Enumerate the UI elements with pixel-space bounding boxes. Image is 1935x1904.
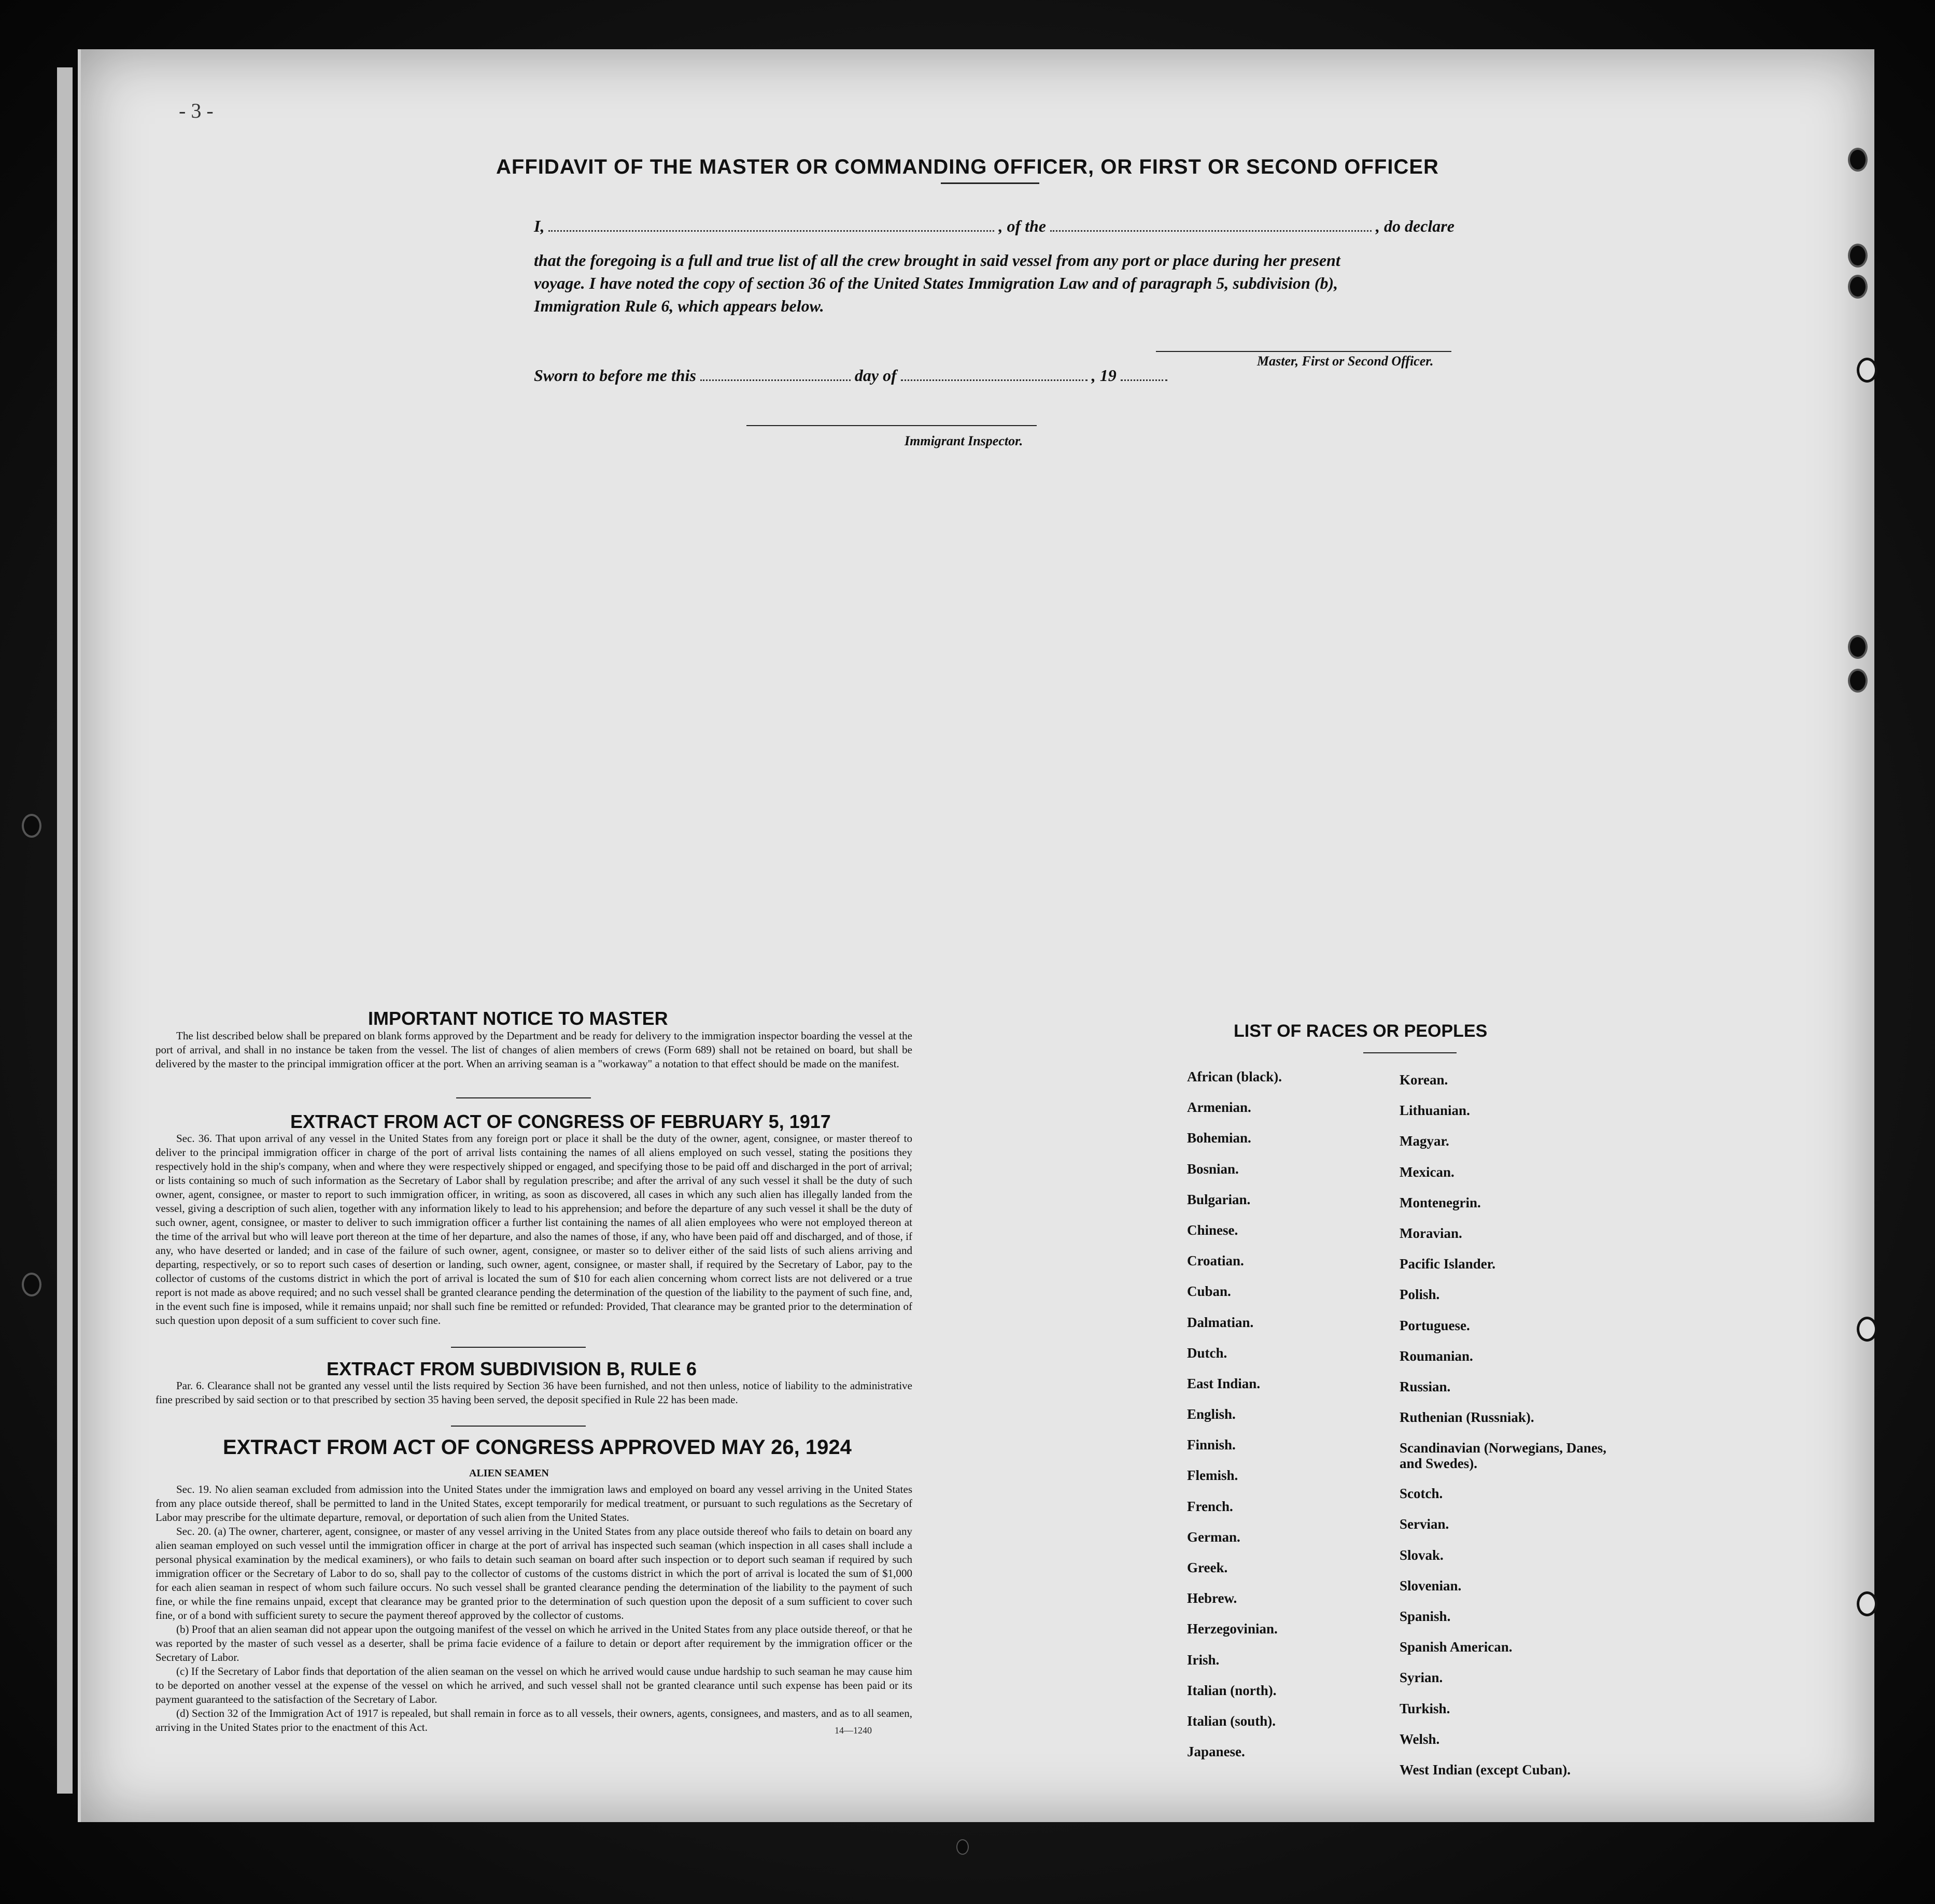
binder-hole-right xyxy=(1848,635,1868,659)
race-item: Flemish. xyxy=(1187,1468,1238,1484)
affidavit-line-4: Immigration Rule 6, which appears below. xyxy=(534,297,824,315)
affidavit-declare-label: , do declare xyxy=(1376,217,1454,235)
extract-1917-text xyxy=(156,1132,912,1328)
section-36-paragraph: Sec. 36. That upon arrival of any vessel in the United States from any foreign port or place it shall be the duty of the owner, agent, consignee, or master thereof to deliver to the principal immigration officer in charge of the port of arrival lists containing the names of all aliens employed on such vessel, stating the positions they respectively hold in the ship's company, when and where they were respectively shipped or engaged, and specifying those to be paid off and discharged in the port of arrival; or lists containing so much of such information as the Secretary of Labor shall by regulation prescribe; and after the arrival of any such vessel it shall be the duty of such owner, agent, consignee, or master to report to such immigration officer, in writing, as soon as discovered, all cases in which any such alien has illegally landed from the vessel, giving a description of such alien, together with any information likely to lead to his apprehension; and before the departure of any such vessel it shall be the duty of such owner, agent, consignee, or master to deliver to such immigration officer a further list containing the names of all alien employees who were not employed thereon at the time of the arrival but who will leave port thereon at the time of her departure, and also the names of those, if any, who have been paid off and discharged, and of those, if any, who have deserted or landed; and in case of the failure of such owner, agent, consignee, or master so to deliver either of the said lists of such aliens arriving and departing, respectively, or so to report such cases of desertion or landing, such owner, agent, consignee, or master shall, if required by the Secretary of Labor, pay to the collector of customs of the customs district in which the port of arrival is located the sum of $10 for each alien concerning whom correct lists are not delivered or a true report is not made as above required; and no such vessel shall be granted clearance pending the determination of the question of the liability to the payment of such fine, and, in the event such fine is imposed, while it remains unpaid; nor shall such fine be remitted or refunded: Provided, That clearance may be granted prior to the determination of such question upon deposit of a sum sufficient to cover such fine. xyxy=(156,1132,912,1327)
race-item: Montenegrin. xyxy=(1400,1194,1481,1210)
rule-6-heading: EXTRACT FROM SUBDIVISION B, RULE 6 xyxy=(327,1358,697,1379)
race-item: Hebrew. xyxy=(1187,1590,1237,1606)
race-item: Moravian. xyxy=(1400,1225,1462,1241)
race-item: Spanish. xyxy=(1400,1609,1451,1624)
race-item: Croatian. xyxy=(1187,1253,1244,1269)
race-item: Chinese. xyxy=(1187,1222,1238,1238)
race-item: Polish. xyxy=(1400,1287,1440,1303)
par-6-paragraph: Par. 6. Clearance shall not be granted any vessel until the lists required by Section 36 have been furnished, and not then unless, notice of liability to the administrative fine prescribed by said section or to that prescribed by section 35 having been served, the deposit specified in Rule 22 has been made. xyxy=(156,1379,912,1406)
race-item: Italian (north). xyxy=(1187,1682,1277,1698)
extract-1924-heading: EXTRACT FROM ACT OF CONGRESS APPROVED MAY 26, 1924 xyxy=(223,1436,852,1459)
race-item: Bosnian. xyxy=(1187,1161,1239,1177)
affidavit-i-label: I, xyxy=(534,217,545,235)
races-heading: LIST OF RACES OR PEOPLES xyxy=(1234,1021,1488,1041)
day-of-label: day of xyxy=(854,366,897,385)
race-item: Slovenian. xyxy=(1400,1577,1462,1593)
race-item: Cuban. xyxy=(1187,1284,1231,1300)
race-item: Ruthenian (Russniak). xyxy=(1400,1409,1534,1426)
race-item: Korean. xyxy=(1400,1072,1448,1088)
affidavit-line-3: voyage. I have noted the copy of section 36 of the United States Immigration Law and of paragraph 5, subdivision (b), xyxy=(534,274,1338,292)
race-item: Scandinavian (Norwegians, Danes, and Swedes). xyxy=(1400,1440,1607,1472)
sworn-label: Sworn to before me this xyxy=(534,366,696,385)
ink-blot xyxy=(956,1839,969,1855)
sworn-month-blank[interactable] xyxy=(901,379,1087,381)
extract-1917-heading: EXTRACT FROM ACT OF CONGRESS OF FEBRUARY 5, 1917 xyxy=(290,1111,831,1132)
race-item: Portuguese. xyxy=(1400,1317,1470,1333)
binder-ring-right xyxy=(1857,1317,1877,1342)
race-item: Bulgarian. xyxy=(1187,1191,1251,1207)
race-item: Pacific Islander. xyxy=(1400,1256,1495,1272)
race-item: Italian (south). xyxy=(1187,1713,1276,1729)
race-item: Spanish American. xyxy=(1400,1639,1513,1655)
affidavit-line-2: that the foregoing is a full and true list of all the crew brought in said vessel from any port or place during her present xyxy=(534,251,1340,270)
races-column-2 xyxy=(1400,1072,1628,1793)
race-item: Irish. xyxy=(1187,1652,1220,1668)
race-item: African (black). xyxy=(1187,1069,1282,1084)
sec-20c-paragraph: (c) If the Secretary of Labor finds that deportation of the alien seaman on the vessel on which he arrived would cause undue hardship to such seaman he may cause him to be deported on another vessel at the expense of the vessel on which he arrived, and such vessel shall not be granted clearance until such expense has been paid or its payment guaranteed to the satisfaction of the Secretary of Labor. xyxy=(156,1665,912,1705)
race-item: Roumanian. xyxy=(1400,1348,1473,1364)
race-item: Russian. xyxy=(1400,1378,1451,1394)
form-number: 14—1240 xyxy=(835,1725,872,1736)
year-label: , 19 xyxy=(1091,366,1117,385)
master-signature-line[interactable] xyxy=(1156,351,1451,352)
alien-seamen-subheading: ALIEN SEAMEN xyxy=(469,1468,549,1479)
race-item: East Indian. xyxy=(1187,1375,1261,1391)
extract-1924-text xyxy=(156,1483,912,1734)
binder-hole-left xyxy=(22,1273,41,1296)
race-item: Mexican. xyxy=(1400,1164,1454,1180)
race-item: Dalmatian. xyxy=(1187,1314,1254,1330)
section-rule xyxy=(456,1097,591,1098)
binder-ring-right xyxy=(1857,358,1877,383)
inspector-signature-line[interactable] xyxy=(746,425,1037,426)
binder-ring-right xyxy=(1857,1591,1877,1616)
race-item: Greek. xyxy=(1187,1560,1228,1575)
binder-hole-right xyxy=(1848,275,1868,299)
race-item: Scotch. xyxy=(1400,1486,1443,1502)
race-item: Herzegovinian. xyxy=(1187,1621,1278,1637)
race-item: Finnish. xyxy=(1187,1437,1236,1453)
notice-heading: IMPORTANT NOTICE TO MASTER xyxy=(368,1008,668,1029)
races-rule xyxy=(1363,1052,1457,1053)
race-item: Lithuanian. xyxy=(1400,1103,1470,1119)
affidavit-line-1 xyxy=(534,217,1454,236)
race-item: French. xyxy=(1187,1498,1233,1514)
notice-text xyxy=(156,1029,912,1071)
affidavit-of-the-label: , of the xyxy=(998,217,1046,235)
sec-19-paragraph: Sec. 19. No alien seaman excluded from admission into the United States under the immigration laws and employed on board any vessel arriving in the United States from any place outside thereof, shall be permitted to land in the United States, except temporarily for medical treatment, or pursuant to such regulations as the Secretary of Labor may prescribe for the ultimate departure, removal, or deportation of such alien from the United States. xyxy=(156,1483,912,1524)
race-item: Turkish. xyxy=(1400,1700,1450,1716)
race-item: English. xyxy=(1187,1406,1236,1422)
under-page-edge xyxy=(57,67,73,1794)
affidavit-title: AFFIDAVIT OF THE MASTER OR COMMANDING OFFICER, OR FIRST OR SECOND OFFICER xyxy=(496,156,1439,178)
race-item: Magyar. xyxy=(1400,1133,1449,1149)
race-item: German. xyxy=(1187,1529,1240,1545)
race-item: Japanese. xyxy=(1187,1744,1245,1760)
binder-hole-right xyxy=(1848,669,1868,693)
page-number: - 3 - xyxy=(179,99,214,122)
race-item: Welsh. xyxy=(1400,1731,1440,1747)
section-rule xyxy=(451,1347,586,1348)
sworn-line xyxy=(534,366,1171,385)
section-rule xyxy=(451,1426,586,1427)
sec-20a-paragraph: Sec. 20. (a) The owner, charterer, agent, consignee, or master of any vessel arriving in the United States from any place outside thereof who fails to detain on board any alien seaman employed on such vessel until the immigration officer in charge at the port of arrival has inspected such seaman (which inspection in all cases shall include a personal physical examination by the medical examiners), or who fails to detain such seaman on board after such inspection or to deport such seaman if required by such immigration officer or the Secretary of Labor to do so, shall pay to the collector of customs of the customs district in which the port of arrival is located the sum of $1,000 for each alien seaman in respect of whom such failure occurs. No such vessel shall be granted clearance pending the determination of the liability to the payment of such fine, or while the fine remains unpaid, except that clearance may be granted prior to the determination of such question upon the deposit of a sum sufficient to cover such fine, or of a bond with sufficient surety to secure the payment thereof approved by the collector of customs. xyxy=(156,1525,912,1621)
binder-hole-right xyxy=(1848,244,1868,267)
races-column-1 xyxy=(1187,1069,1358,1774)
vessel-blank[interactable] xyxy=(1050,230,1372,232)
rule-6-text xyxy=(156,1379,912,1407)
name-blank[interactable] xyxy=(548,230,994,232)
race-item: Bohemian. xyxy=(1187,1130,1251,1146)
notice-paragraph: The list described below shall be prepared on blank forms approved by the Department and be ready for delivery to the immigration inspector boarding the vessel at the port of arrival, and shall in no instance be taken from the vessel. The list of changes of alien members of crews (Form 689) shall not be retained on board, but shall be delivered by the master to the principal immigration officer at the port. When an arriving seaman is a "workaway" a notation to that effect should be made on the manifest. xyxy=(156,1029,912,1070)
sec-20b-paragraph: (b) Proof that an alien seaman did not appear upon the outgoing manifest of the vessel on which he arrived in the United States from any place outside thereof, or that he was reported by the master of such vessel as a deserter, shall be prima facie evidence of a failure to detain or deport after requirement by the immigration officer or the Secretary of Labor. xyxy=(156,1623,912,1663)
sworn-day-blank[interactable] xyxy=(700,379,851,381)
sec-20d-paragraph: (d) Section 32 of the Immigration Act of 1917 is repealed, but shall remain in force as to all vessels, their owners, agents, consignees, and masters, and as to all seamen, arriving in the United States prior to the enactment of this Act. xyxy=(156,1707,912,1733)
race-item: Slovak. xyxy=(1400,1547,1444,1563)
sworn-year-blank[interactable] xyxy=(1121,379,1167,381)
inspector-signature-label: Immigrant Inspector. xyxy=(905,433,1023,448)
binder-hole-left xyxy=(22,814,41,838)
race-item: Dutch. xyxy=(1187,1345,1227,1361)
master-signature-label: Master, First or Second Officer. xyxy=(1257,354,1434,369)
title-rule xyxy=(941,182,1039,184)
race-item: Armenian. xyxy=(1187,1099,1251,1116)
race-item: Servian. xyxy=(1400,1516,1449,1532)
race-item: West Indian (except Cuban). xyxy=(1400,1761,1571,1778)
race-item: Syrian. xyxy=(1400,1670,1443,1686)
